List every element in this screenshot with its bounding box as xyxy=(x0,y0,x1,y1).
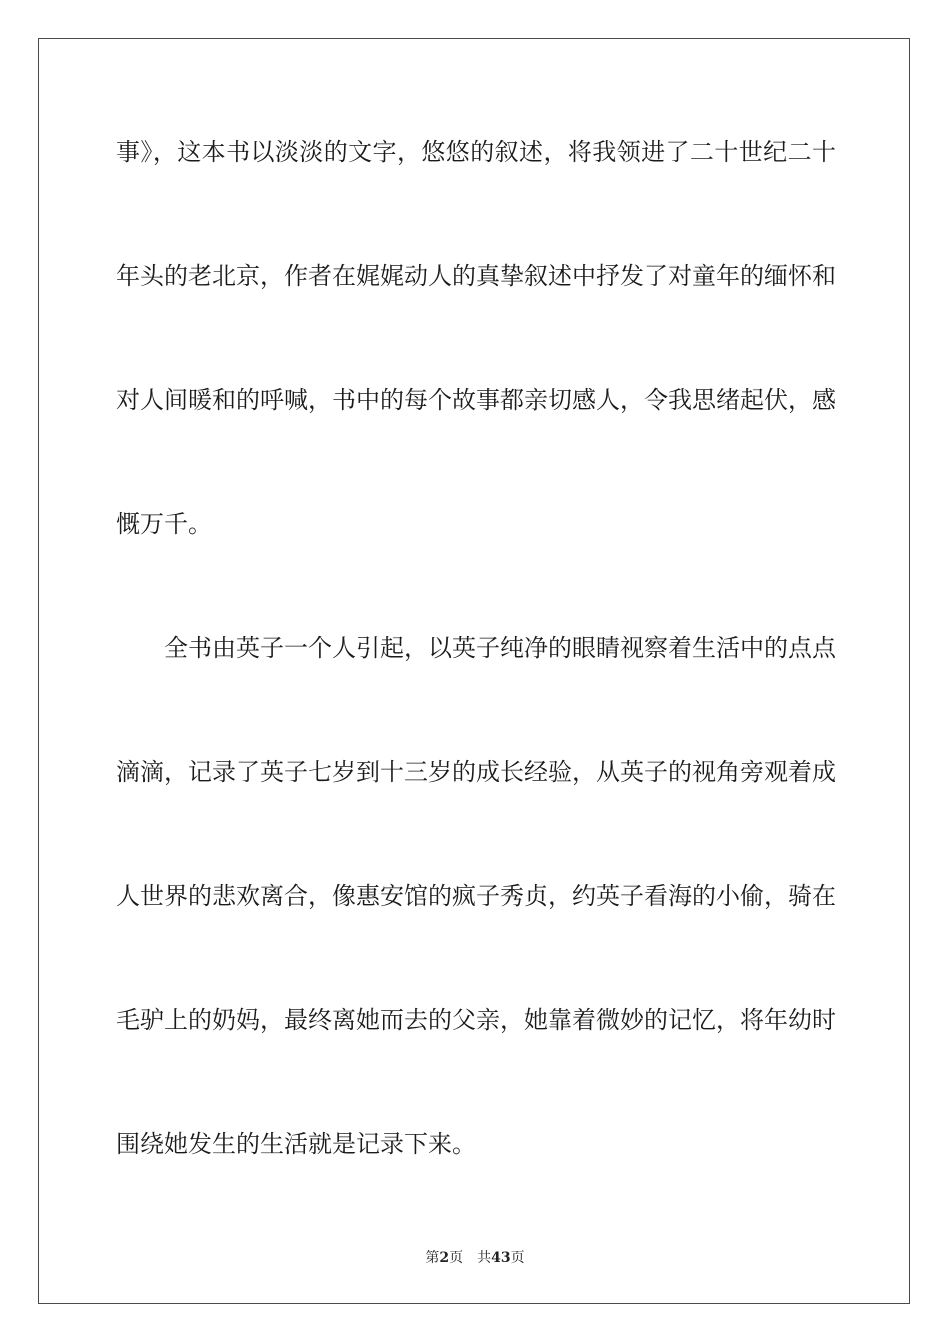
paragraph-2-line-3: 人世界的悲欢离合，像惠安馆的疯子秀贞，约英子看海的小偷，骑在 xyxy=(116,882,836,910)
paragraph-1-line-4: 慨万千。 xyxy=(116,510,212,538)
paragraph-2-line-1: 全书由英子一个人引起，以英子纯净的眼睛视察着生活中的点点 xyxy=(164,634,836,662)
page-prefix: 第 xyxy=(425,1250,440,1266)
paragraph-1-line-2: 年头的老北京，作者在娓娓动人的真挚叙述中抒发了对童年的缅怀和 xyxy=(116,262,836,290)
paragraph-1-line-3: 对人间暖和的呼喊，书中的每个故事都亲切感人，令我思绪起伏，感 xyxy=(116,386,836,414)
paragraph-2-line-5: 围绕她发生的生活就是记录下来。 xyxy=(116,1130,476,1158)
page-number: 2 xyxy=(439,1250,450,1266)
paragraph-2-line-2: 滴滴，记录了英子七岁到十三岁的成长经验，从英子的视角旁观着成 xyxy=(116,758,836,786)
page-border xyxy=(38,38,910,1304)
total-suffix: 页 xyxy=(510,1250,525,1266)
total-prefix: 共 xyxy=(477,1250,492,1266)
page-footer xyxy=(0,1248,950,1268)
page-suffix: 页 xyxy=(449,1250,464,1266)
paragraph-2-line-4: 毛驴上的奶妈，最终离她而去的父亲，她靠着微妙的记忆，将年幼时 xyxy=(116,1006,836,1034)
total-pages: 43 xyxy=(491,1250,511,1266)
paragraph-1-line-1: 事》，这本书以淡淡的文字，悠悠的叙述，将我领进了二十世纪二十 xyxy=(116,138,836,166)
